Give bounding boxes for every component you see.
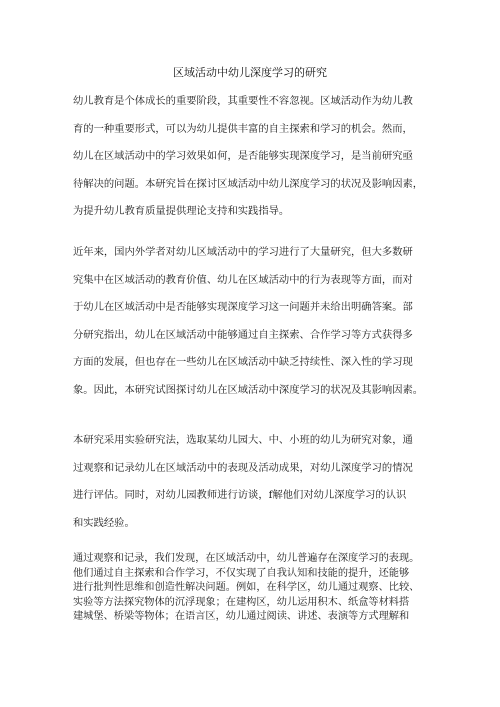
paragraph-line: 幼儿在区域活动中的学习效果如何，是否能够实现深度学习，是当前研究亟 [73, 150, 413, 162]
paragraph-line: 进行批判性思维和创造性解决问题。例如，在科学区，幼儿通过观察、比较、 [73, 582, 420, 594]
paragraph-line: 进行评估。同时，对幼儿园教师进行访谈，f解他们对幼儿深度学习的认识 [73, 489, 407, 501]
paragraph-line: 建城堡、桥梁等物体；在语言区，幼儿通过阅读、讲述、表演等方式理解和 [73, 611, 410, 623]
paragraph-line: 近年来，国内外学者对幼儿区域活动中的学习进行了大量研究，但大多数研 [73, 246, 413, 258]
paragraph-1 [73, 88, 435, 226]
paragraph-3 [73, 427, 435, 537]
paragraph-line: 育的一种重要形式，可以为幼儿提供丰富的自主探索和学习的机会。然而， [73, 122, 413, 135]
paragraph-line: 待解决的问题。本研究旨在探讨区域活动中幼儿深度学习的状况及影响因素， [73, 177, 424, 190]
paragraph-line: 方面的发展，但也存在一些幼儿在区域活动中缺乏持续性、深入性的学习现 [73, 356, 413, 368]
document-title: 区域活动中幼儿深度学习的研究 [173, 66, 327, 79]
paragraph-line: 本研究采用实验研究法，选取某幼儿园大、中、小班的幼儿为研究对象，通 [73, 434, 413, 446]
paragraph-line: 他们通过自主探索和合作学习，不仅实现了自我认知和技能的提升，还能够 [73, 567, 410, 579]
paragraph-line: 实验等方法探究物体的沉浮现象；在建构区，幼儿运用积木、纸盒等材料搭 [73, 596, 410, 608]
paragraph-2 [73, 239, 435, 404]
paragraph-line: 幼儿教育是个体成长的重要阶段，其重要性不容忽视。区域活动作为幼儿教 [73, 95, 413, 107]
paragraph-line: 通过观察和记录，我们发现，在区域活动中，幼儿普遍存在深度学习的表现。 [73, 553, 420, 564]
paragraph-line: 和实践经验。 [73, 516, 135, 529]
paragraph-line: 究集中在区域活动的教育价值、幼儿在区域活动中的行为表现等方面，而对 [73, 273, 413, 286]
paragraph-line: 分研究指出，幼儿在区域活动中能够通过自主探索、合作学习等方式获得多 [73, 328, 413, 341]
paragraph-4 [73, 552, 435, 625]
paragraph-line: 过观察和记录幼儿在区域活动中的表现及活动成果，对幼儿深度学习的情况 [73, 461, 413, 474]
paragraph-line: 为提升幼儿教育质量提供理论支持和实践指导。 [73, 205, 290, 217]
paragraph-line: 象。因此，本研究试图探讨幼儿在区域活动中深度学习的状况及其影响因素。 [73, 383, 424, 396]
paragraph-line: 于幼儿在区域活动中是否能够实现深度学习这一问题并未给出明确答案。部 [73, 301, 413, 313]
